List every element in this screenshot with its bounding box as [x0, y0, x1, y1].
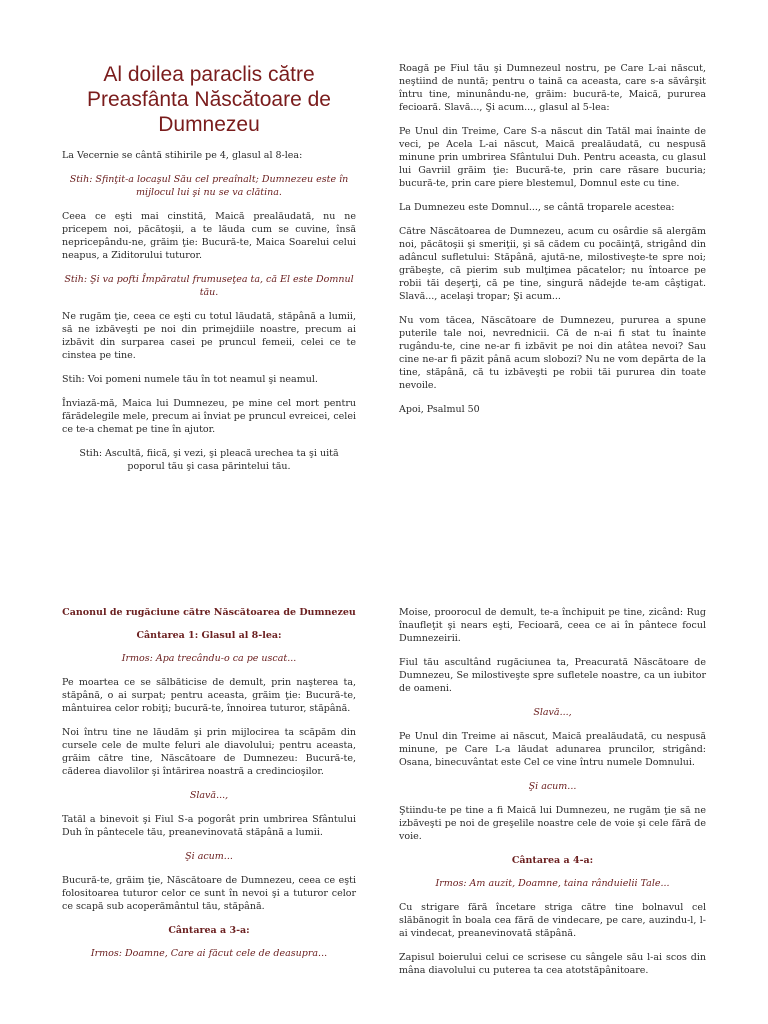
paragraph: Pe moartea ce se sălbăticise de demult, prin naşterea ta, stăpână, o ai surpat; pentru aceasta, grăim ţie: Bucură-te, mântuirea celor robiţi; bucură-te, înnoirea tuturor, stăpână.: [62, 677, 356, 714]
paragraph: Moise, proorocul de demult, te-a închipuit pe tine, zicând: Rug înaufleţit şi nears eşti, Fecioară, ceea ce ai în pântece focul Dumnezeirii.: [399, 607, 706, 644]
paragraph: Noi întru tine ne lăudăm şi prin mijlocirea ta scăpăm din cursele cele de multe feluri ale diavolului; pentru aceasta, grăim către tine, Născătoare de Dumnezeu: Bucură-te, căderea diavolilor şi întărirea noastră a credincioşilor.: [62, 727, 356, 777]
paragraph: Ceea ce eşti mai cinstită, Maică prealăudată, nu ne pricepem noi, păcătoşii, a te lăuda cum se cuvine, însă nepricepându-ne, grăim ţie: Bucură-te, Maica Soarelui celui neapus, a Ziditorului tuturor.: [62, 211, 356, 261]
paragraph: Fiul tău ascultând rugăciunea ta, Preacurată Născătoare de Dumnezeu, Se milostiveşte spre sufletele noastre, ca un iubitor de oameni.: [399, 657, 706, 694]
ode-1-heading: Cântarea 1: Glasul al 8-lea:: [136, 630, 282, 641]
ode-4-heading: Cântarea a 4-a:: [511, 855, 594, 866]
si-acum-label: Şi acum...: [185, 851, 233, 862]
canon-heading: Canonul de rugăciune către Născătoarea de Dumnezeu: [62, 607, 356, 618]
page-2: [384, 0, 768, 586]
page-1: [0, 0, 384, 586]
paragraph: Către Născătoarea de Dumnezeu, acum cu osârdie să alergăm noi, păcătoşii şi smeriţii, şi să cădem cu pocăinţă, strigând din adâncul sufletului: Stăpână, ajută-ne, milostiveşte-te spre noi; grăbeşte, că pierim sub mulţimea păcatelor; nu întoarce pe robii tăi deşerţi, că pe tine, singură nădejde te-am câştigat. Slavă..., acelaşi tropar; Şi acum...: [399, 226, 706, 302]
irmos-3: Irmos: Doamne, Care ai făcut cele de deasupra...: [90, 948, 328, 959]
paragraph: Roagă pe Fiul tău şi Dumnezeul nostru, pe Care L-ai născut, neştiind de nuntă; pentru o taină ca aceasta, care s-a săvârşit întru tine, minunându-ne, grăim: bucură-te, Maică, pururea fecioară. Slavă..., Şi acum..., glasul al 5-lea:: [399, 63, 706, 113]
paragraph: Tatăl a binevoit şi Fiul S-a pogorât prin umbrirea Sfântului Duh în pântecele tău, preanevinovată stăpână a lumii.: [62, 814, 356, 838]
paragraph: Bucură-te, grăim ţie, Născătoare de Dumnezeu, ceea ce eşti folositoarea tuturor celor ce sunt în nevoi şi a tuturor celor ce scapă sub acoperământul tău, stăpână.: [62, 875, 356, 912]
paragraph: Pe Unul din Treime ai născut, Maică prealăudată, cu nespusă minune, pe Care L-a lăudat adunarea pruncilor, strigând: Osana, binecuvântat este Cel ce vine întru numele Domnului.: [399, 731, 706, 768]
verse-2: Stih: Şi va pofti Împăratul frumuseţea ta, că El este Domnul tău.: [64, 274, 354, 298]
paragraph: Zapisul boierului celui ce scrisese cu sângele său l-ai scos din mâna diavolului cu puterea ta cea atotstăpânitoare.: [399, 952, 706, 976]
slava-label: Slavă...,: [533, 707, 572, 718]
intro-text: La Vecernie se cântă stihirile pe 4, glasul al 8-lea:: [62, 150, 303, 161]
irmos-4: Irmos: Am auzit, Doamne, taina rânduielii Tale...: [435, 878, 670, 889]
ode-3-heading: Cântarea a 3-a:: [168, 925, 250, 936]
paragraph: Ne rugăm ţie, ceea ce eşti cu totul lăudată, stăpână a lumii, să ne izbăveşti pe noi din primejdiile noastre, precum ai izbăvit din surparea casei pe pruncul femeii, celei ce te cinstea pe tine.: [62, 311, 356, 361]
paragraph: Pe Unul din Treime, Care S-a născut din Tatăl mai înainte de veci, pe Acela L-ai născut, Maică prealăudată, cu nespusă minune prin umbrirea Sfântului Duh. Pentru aceasta, cu glasul lui Gavriil grăim ţie: Bucură-te, prin care răsare bucuria; bucură-te, prin care piere blestemul, Domnul este cu tine.: [399, 126, 706, 189]
paragraph: Apoi, Psalmul 50: [399, 404, 480, 415]
paragraph: Învіază-mă, Maica lui Dumnezeu, pe mine cel mort pentru fărădelegile mele, precum ai înviat pe pruncul evreicei, celei ce te-a chemat pe tine în ajutor.: [62, 398, 356, 435]
paragraph: La Dumnezeu este Domnul..., se cântă troparele acestea:: [399, 202, 675, 213]
verse-1: Stih: Sfinţit-a locaşul Său cel preaînalt; Dumnezeu este în mijlocul lui şi nu se va clătina.: [69, 174, 349, 198]
si-acum-label: Şi acum...: [528, 781, 577, 792]
verse-4: Stih: Ascultă, fiică, şi vezi, şi pleacă urechea ta şi uită poporul tău şi casa părintelui tău.: [79, 448, 339, 472]
slava-label: Slavă...,: [189, 790, 229, 801]
paragraph: Nu vom tăcea, Născătoare de Dumnezeu, pururea a spune puterile tale noi, nevrednicii. Că de n-ai fi stat tu înainte rugându-te, cine ne-ar fi izbăvit pe noi din atâtea nevoi? Sau cine ne-ar fi păzit până acum slobozi? Nu ne vom depărta de la tine, stăpână, că tu izbăveşti pe robii tăi pururea din toate nevoile.: [399, 315, 706, 391]
page-title: Al doilea paraclis către Preasfânta Născătoare de Dumnezeu: [87, 63, 331, 136]
paragraph: Ştiindu-te pe tine a fi Maică lui Dumnezeu, ne rugăm ţie să ne izbăveşti pe noi de greşelile noastre cele de voie şi cele fără de voie.: [399, 805, 706, 842]
page-3: [0, 586, 384, 1024]
paragraph: Cu strigare fără încetare striga către tine bolnavul cel slăbănogit în boala cea fără de vindecare, pe care, auzindu-l, l-ai vindecat, preanevinovată stăpână.: [399, 902, 706, 939]
page-4: [384, 586, 768, 1024]
verse-3: Stih: Voi pomeni numele tău în tot neamul şi neamul.: [62, 374, 318, 385]
irmos-1: Irmos: Apa trecându-o ca pe uscat...: [121, 653, 297, 664]
